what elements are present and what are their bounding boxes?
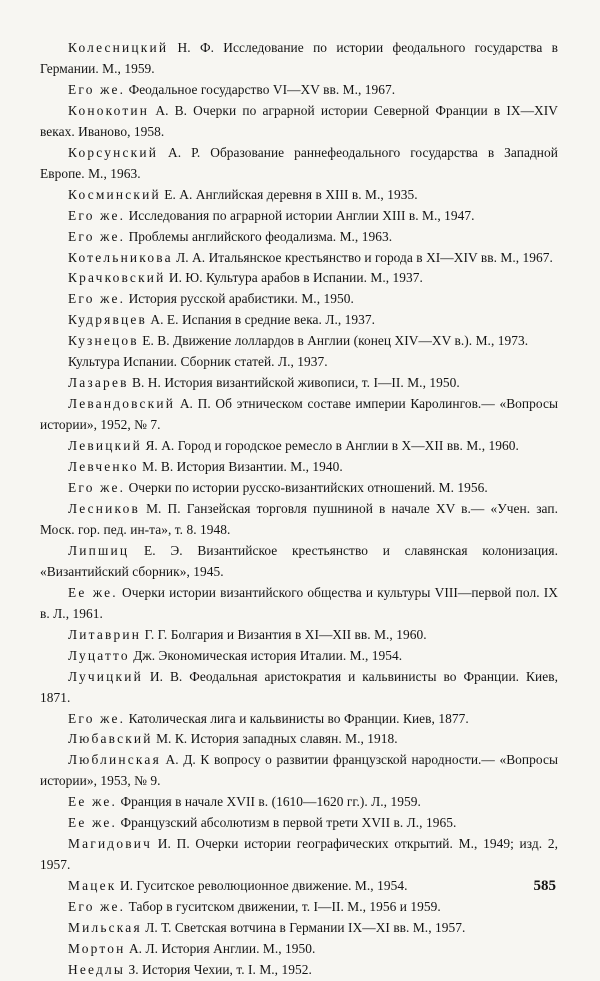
entry-author: Левицкий — [68, 438, 143, 454]
entry-author: Луцатто — [68, 647, 130, 663]
entry-text: Н. Ф. Исследование по истории феодального государства в Германии. М., 1959. — [40, 40, 558, 76]
entry-text: М. П. Ганзейская торговля пушниной в начале XV в.— «Учен. зап. Моск. гор. пед. ин-та», т. 8. 1948. — [40, 500, 558, 537]
bibliography-entry — [40, 206, 558, 227]
entry-text: Феодальное государство VI—XV вв. М., 1967. — [128, 81, 396, 97]
entry-author: Косминский — [68, 186, 161, 202]
entry-author: Мильская — [68, 920, 142, 936]
bibliography-entry — [40, 478, 558, 499]
bibliography-entry — [40, 939, 558, 960]
bibliography-entry — [40, 248, 558, 269]
bibliography-entry — [40, 918, 558, 939]
entry-text: М. К. История западных славян. М., 1918. — [156, 731, 398, 747]
entry-text: Очерки истории византийского общества и культуры VIII—первой пол. IX в. Л., 1961. — [40, 584, 558, 621]
bibliography-entry — [40, 436, 558, 457]
entry-author: Лесников — [68, 500, 140, 516]
entry-text: Е. Э. Византийское крестьянство и славянская колонизация. «Византийский сборник», 1945. — [40, 542, 558, 579]
entry-text: И. П. Очерки истории географических открытий. М., 1949; изд. 2, 1957. — [40, 836, 558, 873]
bibliography-list — [40, 38, 558, 981]
entry-author: Крачковский — [68, 270, 166, 286]
bibliography-entry — [40, 394, 558, 436]
entry-text: Проблемы английского феодализма. М., 1963. — [128, 228, 393, 244]
entry-author: Мортон — [68, 940, 126, 956]
entry-author: Неедлы — [68, 961, 126, 977]
bibliography-entry — [40, 813, 558, 834]
entry-author: Лучицкий — [68, 668, 143, 684]
entry-text: Франция в начале XVII в. (1610—1620 гг.). Л., 1959. — [120, 794, 421, 810]
entry-text: А. Р. Образование раннефеодального государства в Западной Европе. М., 1963. — [40, 144, 558, 181]
bibliography-entry — [40, 960, 558, 981]
entry-author: Его же. — [68, 710, 126, 726]
bibliography-entry — [40, 709, 558, 730]
entry-author: Его же. — [68, 899, 126, 915]
bibliography-entry — [40, 227, 558, 248]
entry-text: А. В. Очерки по аграрной истории Северной Франции в IX—XIV веках. Иваново, 1958. — [40, 102, 558, 139]
entry-author: Левандовский — [68, 396, 176, 412]
entry-author: Ее же. — [68, 584, 118, 600]
bibliography-entry — [40, 331, 558, 352]
entry-author: Его же. — [68, 228, 126, 244]
bibliography-entry — [40, 457, 558, 478]
entry-author: Магидович — [68, 836, 153, 852]
entry-text: Е. А. Английская деревня в XIII в. М., 1935. — [164, 186, 418, 202]
entry-text: Дж. Экономическая история Италии. М., 1954. — [133, 647, 403, 663]
entry-text: А. Д. К вопросу о развитии французской народности.— «Вопросы истории», 1953, № 9. — [40, 752, 558, 789]
entry-author: Литаврин — [68, 626, 142, 642]
entry-author: Конокотин — [68, 102, 150, 118]
entry-text: И. Гуситское революционное движение. М., 1954. — [119, 878, 408, 894]
entry-author: Котельникова — [68, 249, 173, 265]
entry-author: Лазарев — [68, 375, 129, 391]
entry-text: Французский абсолютизм в первой трети XVII в. Л., 1965. — [120, 815, 457, 831]
entry-author: Кудрявцев — [68, 312, 147, 328]
entry-text: А. П. Об этническом составе империи Каролингов.— «Вопросы истории», 1952, № 7. — [40, 396, 559, 433]
bibliography-entry — [40, 792, 558, 813]
entry-text: Исследования по аграрной истории Англии XIII в. М., 1947. — [128, 207, 475, 223]
entry-author: Его же. — [68, 81, 126, 97]
entry-text: Очерки по истории русско-византийских отношений. М. 1956. — [128, 480, 488, 496]
entry-text: И. Ю. Культура арабов в Испании. М., 1937. — [168, 270, 423, 286]
bibliography-entry — [40, 101, 558, 143]
entry-text: Л. А. Итальянское крестьянство и города в XI—XIV вв. М., 1967. — [176, 249, 553, 265]
bibliography-entry — [40, 625, 558, 646]
entry-author: Левченко — [68, 459, 139, 475]
bibliography-entry — [40, 289, 558, 310]
bibliography-entry — [40, 143, 558, 185]
entry-author: Корсунский — [68, 144, 159, 160]
entry-author: Кузнецов — [68, 333, 139, 349]
entry-author: Липшиц — [68, 542, 130, 558]
bibliography-entry — [40, 310, 558, 331]
bibliography-entry — [40, 834, 558, 876]
page-number: 585 — [533, 878, 556, 894]
entry-author: Колесницкий — [68, 40, 169, 55]
bibliography-entry — [40, 646, 558, 667]
entry-author: Его же. — [68, 480, 126, 496]
entry-author: Любавский — [68, 731, 153, 747]
entry-text: В. Н. История византийской живописи, т. I—II. М., 1950. — [132, 375, 460, 391]
bibliography-entry — [40, 876, 558, 897]
bibliography-entry — [40, 541, 558, 583]
entry-text: Я. А. Город и городское ремесло в Англии в X—XII вв. М., 1960. — [145, 438, 519, 454]
entry-author: Его же. — [68, 291, 126, 307]
entry-text: Культура Испании. Сборник статей. Л., 1937. — [68, 354, 328, 370]
bibliography-entry — [40, 667, 558, 709]
bibliography-entry — [40, 185, 558, 206]
entry-text: Католическая лига и кальвинисты во Франции. Киев, 1877. — [128, 710, 469, 726]
entry-author: Мацек — [68, 878, 117, 894]
bibliography-entry — [40, 750, 558, 792]
entry-text: Е. В. Движение лоллардов в Англии (конец XIV—XV в.). М., 1973. — [142, 333, 529, 349]
bibliography-entry — [40, 38, 558, 80]
entry-text: А. Л. История Англии. М., 1950. — [128, 940, 316, 956]
bibliography-entry — [40, 729, 558, 750]
entry-author: Ее же. — [68, 794, 118, 810]
bibliography-entry — [40, 268, 558, 289]
bibliography-entry — [40, 352, 558, 373]
bibliography-entry — [40, 80, 558, 101]
entry-text: Табор в гуситском движении, т. I—II. М., 1956 и 1959. — [128, 899, 441, 915]
entry-text: А. Е. Испания в средние века. Л., 1937. — [150, 312, 376, 328]
entry-author: Его же. — [68, 207, 126, 223]
entry-text: История русской арабистики. М., 1950. — [128, 291, 354, 307]
bibliography-entry — [40, 373, 558, 394]
entry-text: Л. Т. Светская вотчина в Германии IX—XI вв. М., 1957. — [145, 920, 466, 936]
entry-text: М. В. История Византии. М., 1940. — [142, 459, 343, 475]
bibliography-entry — [40, 897, 558, 918]
bibliography-entry — [40, 583, 558, 625]
bibliography-entry — [40, 499, 558, 541]
entry-text: З. История Чехии, т. I. М., 1952. — [128, 961, 312, 977]
entry-text: И. В. Феодальная аристократия и кальвинисты во Франции. Киев, 1871. — [40, 668, 558, 705]
entry-text: Г. Г. Болгария и Византия в XI—XII вв. М., 1960. — [144, 626, 427, 642]
entry-author: Люблинская — [68, 752, 161, 768]
entry-author: Ее же. — [68, 815, 118, 831]
